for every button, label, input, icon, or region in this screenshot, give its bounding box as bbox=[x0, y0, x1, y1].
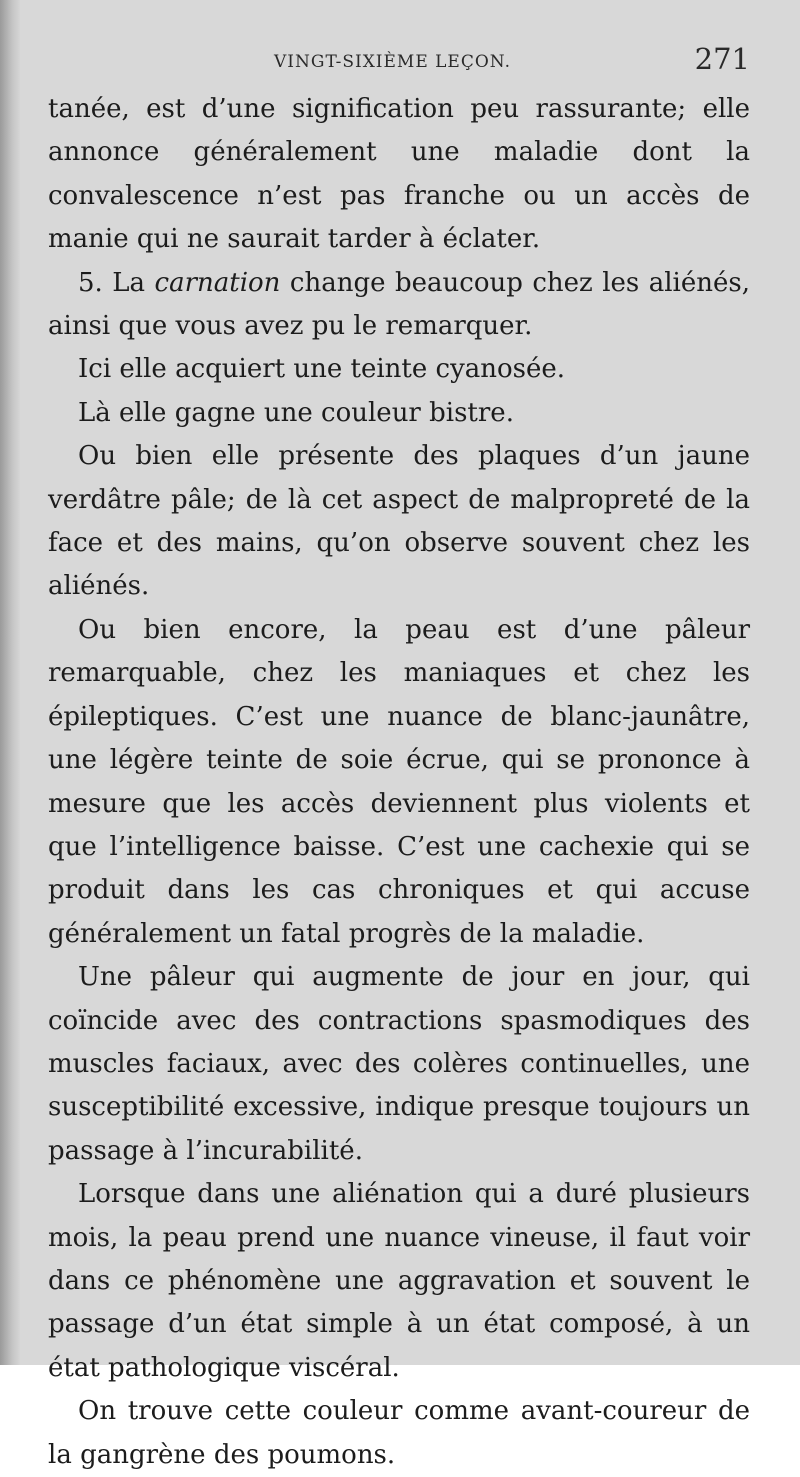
paragraph: Ici elle acquiert une teinte cyanosée. bbox=[78, 354, 566, 385]
paragraph bbox=[48, 262, 750, 349]
paragraph-rest: change beaucoup chez les aliénés, ainsi que vous avez pu le remarquer. bbox=[48, 267, 750, 342]
paragraph-lead: 5. La bbox=[78, 267, 155, 298]
body-text bbox=[48, 88, 750, 1477]
page-number: 271 bbox=[694, 42, 750, 76]
paragraph: tanée, est d’une signification peu rassurante; elle annonce généralement une maladie dont la convalescence n’est pas franche ou un accès de manie qui ne saurait tarder à éclater. bbox=[48, 94, 750, 255]
page-header bbox=[48, 38, 750, 82]
paragraph: Là elle gagne une couleur bistre. bbox=[78, 397, 514, 428]
paragraph: On trouve cette couleur comme avant-coureur de la gangrène des poumons. bbox=[48, 1396, 750, 1470]
paragraph: Ou bien encore, la peau est d’une pâleur remarquable, chez les maniaques et chez les épileptiques. C’est une nuance de blanc-jaunâtre, une légère teinte de soie écrue, qui se prononce à mesure que les accès deviennent plus violents et que l’intelligence baisse. C’est une cachexie qui se produit dans les cas chroniques et qui accuse généralement un fatal progrès de la maladie. bbox=[48, 614, 750, 949]
page-edge-shadow bbox=[0, 0, 20, 1365]
paragraph: Une pâleur qui augmente de jour en jour, qui coïncide avec des contractions spasmodiques des muscles faciaux, avec des colères continuelles, une susceptibilité excessive, indique presque toujours un passage à l’incurabilité. bbox=[48, 962, 750, 1166]
emphasized-term: carnation bbox=[154, 267, 281, 298]
paragraph: Ou bien elle présente des plaques d’un jaune verdâtre pâle; de là cet aspect de malpropreté de la face et des mains, qu’on observe souvent chez les aliénés. bbox=[48, 441, 750, 602]
paragraph: Lorsque dans une aliénation qui a duré plusieurs mois, la peau prend une nuance vineuse, il faut voir dans ce phénomène une aggravation et souvent le passage d’un état simple à un état composé, à un état pathologique viscéral. bbox=[48, 1179, 750, 1383]
running-title: VINGT-SIXIÈME LEÇON. bbox=[274, 52, 511, 72]
